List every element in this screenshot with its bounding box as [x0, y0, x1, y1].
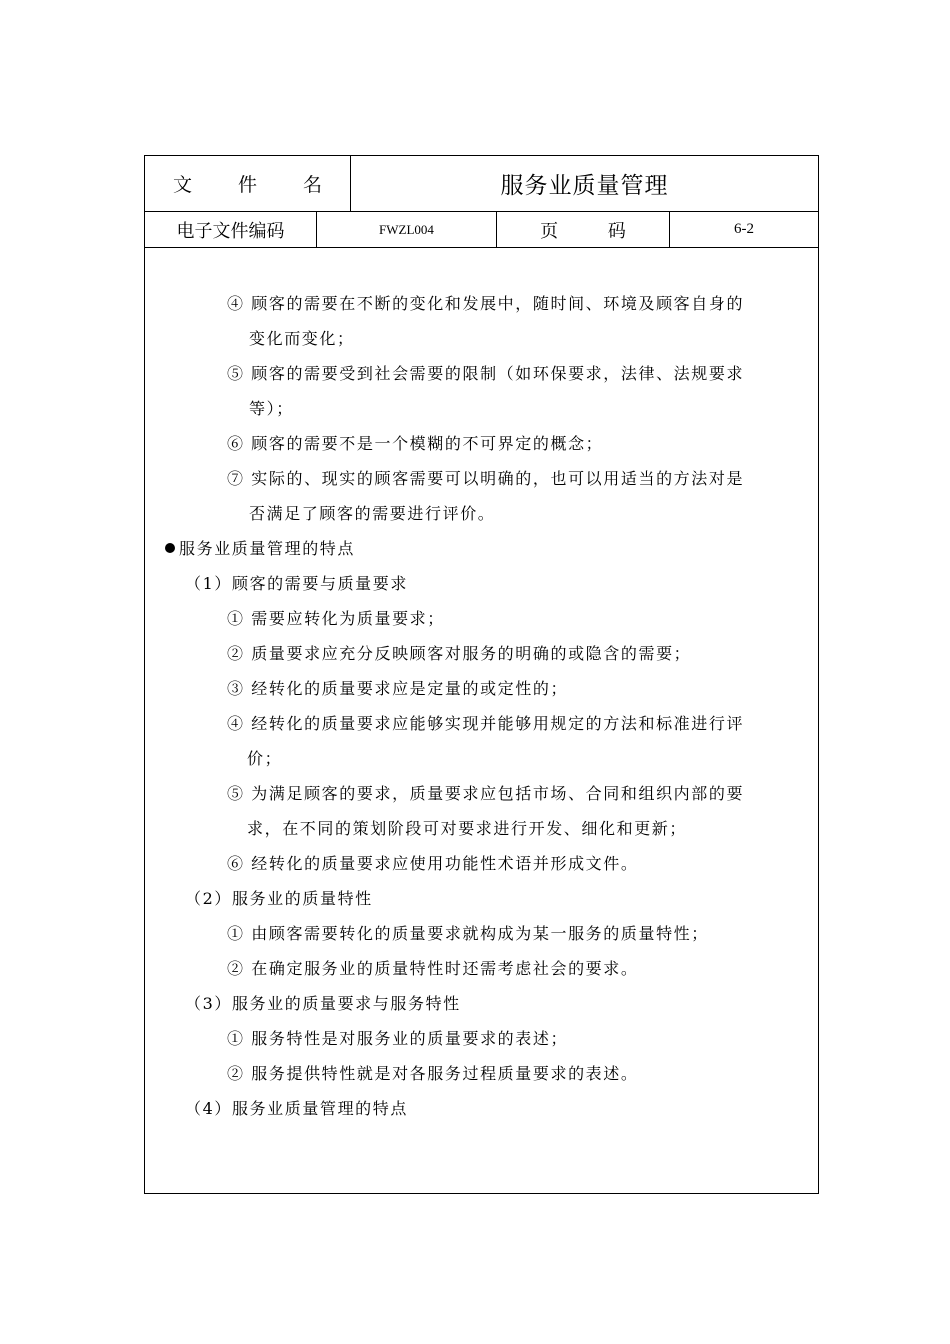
- subsection-heading: （2）服务业的质量特性: [185, 889, 373, 908]
- body-line: ② 在确定服务业的质量特性时还需考虑社会的要求。: [227, 959, 639, 978]
- body-line: ④ 经转化的质量要求应能够实现并能够用规定的方法和标准进行评: [227, 714, 745, 733]
- body-line: 求，在不同的策划阶段可对要求进行开发、细化和更新；: [247, 819, 688, 838]
- body-line: 价；: [247, 749, 283, 768]
- body-line: 变化而变化；: [249, 329, 355, 348]
- file-code-label: 电子文件编码: [176, 220, 285, 242]
- page-number-value-cell: [670, 212, 818, 247]
- body-line: ① 服务特性是对服务业的质量要求的表述；: [227, 1029, 569, 1048]
- header-row-code: [145, 212, 818, 248]
- page-number-label: 页 码: [540, 220, 648, 242]
- file-code-label-cell: [145, 212, 317, 247]
- body-line: ④ 顾客的需要在不断的变化和发展中，随时间、环境及顾客自身的: [227, 294, 745, 313]
- body-line: 否满足了顾客的需要进行评价。: [249, 504, 496, 523]
- body-line: ① 需要应转化为质量要求；: [227, 609, 445, 628]
- page-number-value: 6-2: [734, 221, 754, 237]
- subsection-heading: （1）顾客的需要与质量要求: [185, 574, 408, 593]
- body-line: ③ 经转化的质量要求应是定量的或定性的；: [227, 679, 569, 698]
- section-heading: [165, 539, 355, 559]
- body-line: ② 质量要求应充分反映顾客对服务的明确的或隐含的需要；: [227, 644, 692, 663]
- body-line: ① 由顾客需要转化的质量要求就构成为某一服务的质量特性；: [227, 924, 709, 943]
- section-heading-text: 服务业质量管理的特点: [179, 539, 356, 558]
- subsection-heading: （4）服务业质量管理的特点: [185, 1099, 408, 1118]
- file-code-value-cell: [317, 212, 497, 247]
- body-line: 等）；: [249, 399, 294, 418]
- header-row-title: [145, 156, 818, 212]
- body-line: ⑥ 顾客的需要不是一个模糊的不可界定的概念；: [227, 434, 604, 453]
- subsection-heading: （3）服务业的质量要求与服务特性: [185, 994, 461, 1013]
- body-line: ⑥ 经转化的质量要求应使用功能性术语并形成文件。: [227, 854, 639, 873]
- body-line: ⑤ 顾客的需要受到社会需要的限制（如环保要求，法律、法规要求: [227, 364, 745, 383]
- document-title: 服务业质量管理: [500, 173, 669, 199]
- document-body: [145, 248, 818, 1193]
- file-name-label: 文 件 名: [172, 174, 343, 196]
- document-title-cell: [351, 156, 818, 211]
- body-line: ⑤ 为满足顾客的要求，质量要求应包括市场、合同和组织内部的要: [227, 784, 745, 803]
- document-frame: [144, 155, 819, 1194]
- body-line: ② 服务提供特性就是对各服务过程质量要求的表述。: [227, 1064, 639, 1083]
- body-line: ⑦ 实际的、现实的顾客需要可以明确的，也可以用适当的方法对是: [227, 469, 745, 488]
- file-name-label-cell: [145, 156, 351, 211]
- file-code-value: FWZL004: [379, 221, 434, 237]
- bullet-icon: [165, 543, 175, 553]
- page-number-label-cell: [497, 212, 670, 247]
